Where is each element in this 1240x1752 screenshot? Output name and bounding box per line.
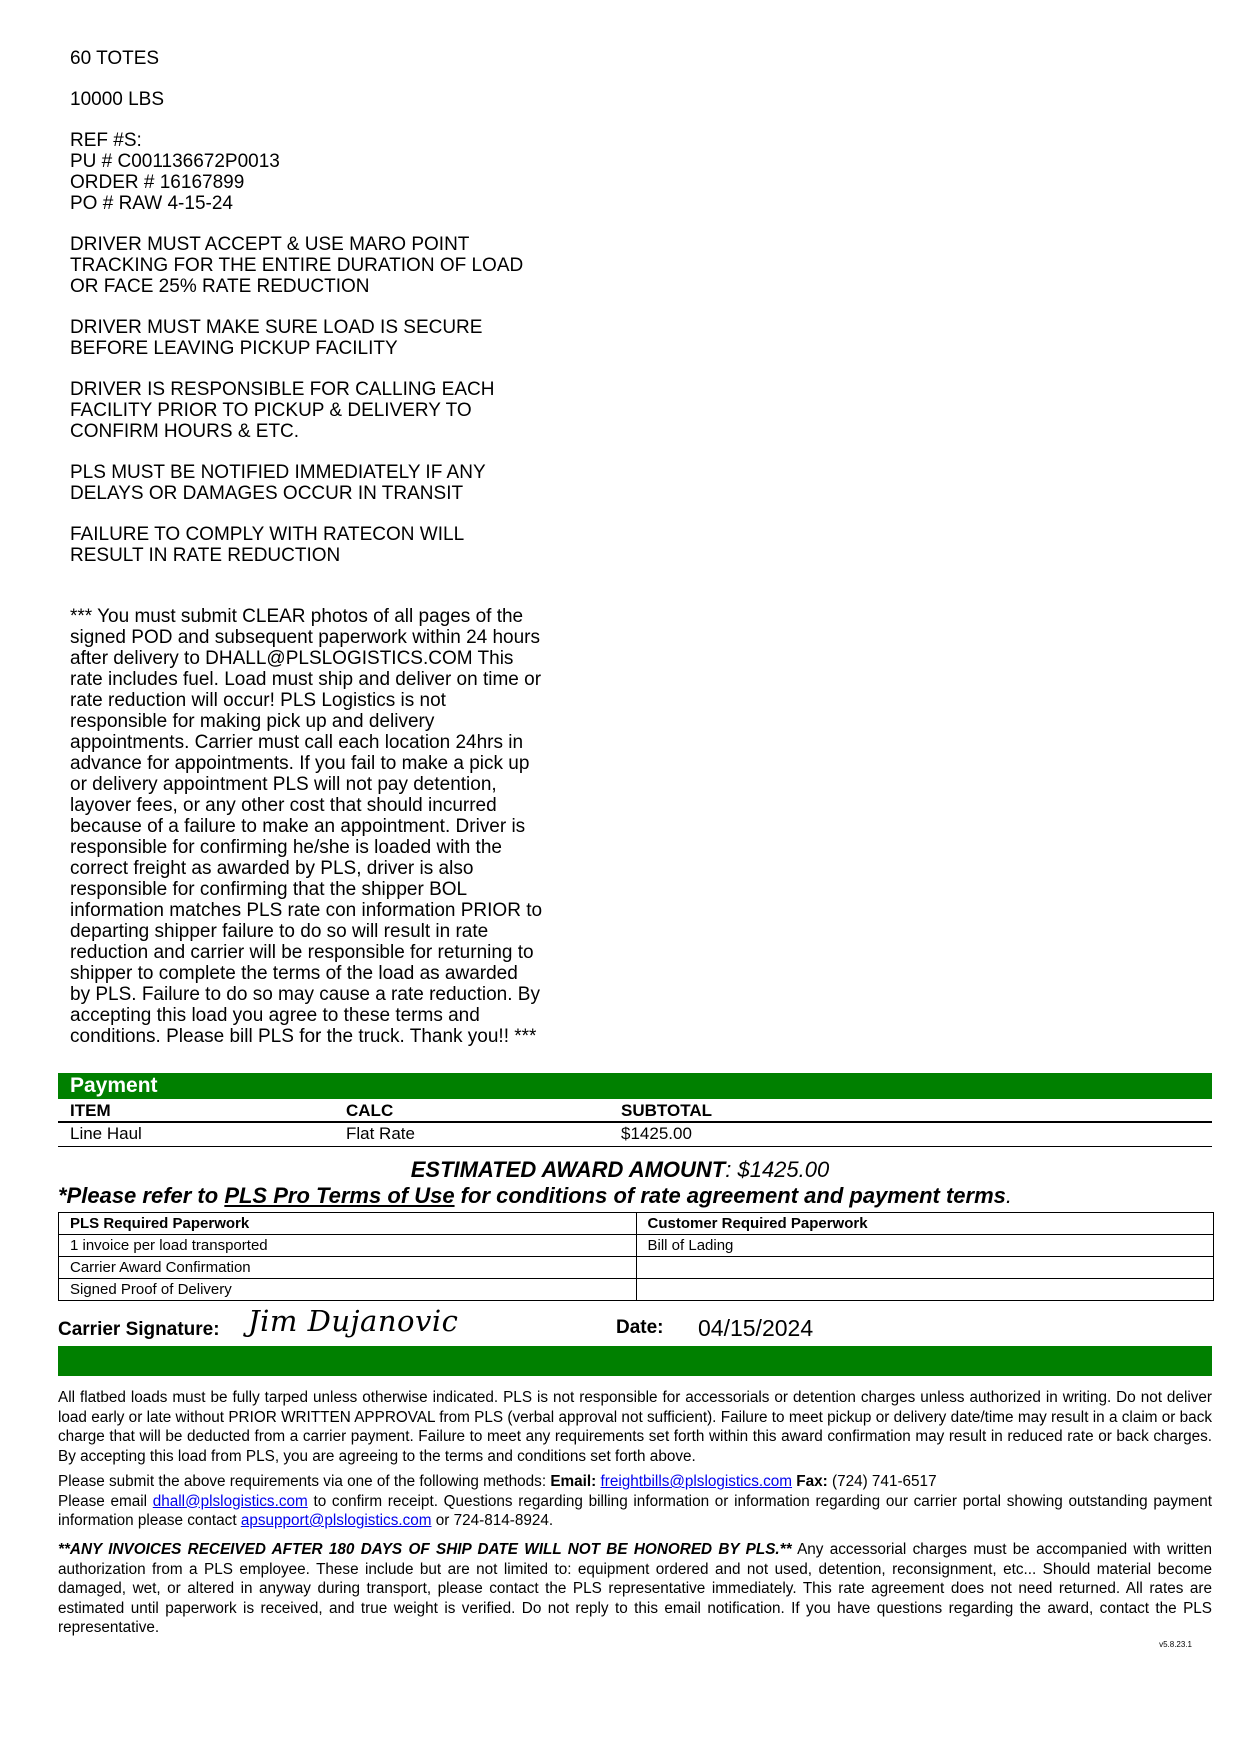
instruction-comply: FAILURE TO COMPLY WITH RATECON WILL RESULT IN RATE REDUCTION (70, 524, 465, 566)
tarp-policy-text: All flatbed loads must be fully tarped unless otherwise indicated. PLS is not responsible for accessorials or detention charges unless authorized in writing. Do not deliver load early or late without PRIOR WRITTEN APPROVAL from PLS (verbal approval not sufficient). Failure to meet pickup or delivery date/time may result in a claim or back charge that will be deducted from a carrier payment. Failure to meet any requirements set forth within this award confirmation may result in reduced rate or back charges. By accepting this load from PLS, you are agreeing to the terms and conditions set forth above. (58, 1389, 1212, 1465)
invoice-policy-rest: Any accessorial charges must be accompanied with written authorization from a PLS employee. These include but are not limited to: equipment ordered and not used, detention, reconsignment, etc... Should material become damaged, wet, or altered in anyway during transport, please contact the PLS representative immediately. This rate agreement does not need returned. All rates are estimated until paperwork is received, and true weight is verified. Do not reply to this email notification. If you have questions regarding the award, contact the PLS representative. (58, 1541, 1213, 1636)
payment-table-header (58, 1100, 1212, 1123)
estimated-award (0, 1157, 1240, 1183)
submission-instructions (58, 1472, 1212, 1531)
customer-paperwork-header: Customer Required Paperwork (636, 1213, 1214, 1235)
pls-paperwork-item: Carrier Award Confirmation (59, 1257, 637, 1279)
pls-paperwork-item: Signed Proof of Delivery (59, 1279, 637, 1301)
refer-end: . (1005, 1183, 1013, 1208)
signature-row (58, 1304, 1214, 1344)
pls-paperwork-header: PLS Required Paperwork (59, 1213, 637, 1235)
instruction-notify-pls: PLS MUST BE NOTIFIED IMMEDIATELY IF ANY DELAYS OR DAMAGES OCCUR IN TRANSIT (70, 462, 486, 504)
header-calc: CALC (346, 1101, 394, 1120)
refer-suffix: for conditions of rate agreement and payment terms (454, 1183, 1006, 1208)
weight: 10000 LBS (70, 89, 165, 110)
load-notes (70, 48, 610, 1067)
dhall-email-link[interactable]: dhall@plslogistics.com (152, 1492, 308, 1510)
apsupport-email-link[interactable]: apsupport@plslogistics.com (240, 1512, 432, 1529)
version-label: v5.8.23.1 (1159, 1640, 1192, 1649)
refer-prefix: *Please refer to (58, 1183, 225, 1208)
award-label: ESTIMATED AWARD AMOUNT (410, 1157, 726, 1182)
header-subtotal: SUBTOTAL (621, 1101, 712, 1120)
customer-paperwork-item: Bill of Lading (636, 1235, 1214, 1257)
pls-paperwork-item: 1 invoice per load transported (59, 1235, 637, 1257)
instruction-tracking: DRIVER MUST ACCEPT & USE MARO POINT TRACKING FOR THE ENTIRE DURATION OF LOAD OR FACE 25% RATE REDUCTION (70, 234, 524, 297)
section-divider-bar (58, 1346, 1212, 1376)
carrier-signature: Jim Dujanovic (248, 1304, 459, 1338)
instruction-secure-load: DRIVER MUST MAKE SURE LOAD IS SECURE BEFORE LEAVING PICKUP FACILITY (70, 317, 483, 359)
customer-paperwork-item (636, 1279, 1214, 1301)
paperwork-header-row (59, 1213, 1214, 1235)
table-row (59, 1257, 1214, 1279)
paperwork-table (58, 1212, 1214, 1301)
terms-text: *** You must submit CLEAR photos of all pages of the signed POD and subsequent paperwork within 24 hours after delivery to DHALL@PLSLOGISTICS.COM This rate includes fuel. Load must ship and deliver on time or rate reduction will occur! PLS Logistics is not responsible for making pick up and delivery appointments. Carrier must call each location 24hrs in advance for appointments. If you fail to make a pick up or delivery appointment PLS will not pay detention, layover fees, or any other cost that should incurred because of a failure to make an appointment. Driver is responsible for confirming he/she is loaded with the correct freight as awarded by PLS, driver is also responsible for confirming that the shipper BOL information matches PLS rate con information PRIOR to departing shipper failure to do so will result in rate reduction and carrier will be responsible for returning to shipper to complete the terms of the load as awarded by PLS. Failure to do so may cause a rate reduction. By accepting this load you agree to these terms and conditions. Please bill PLS for the truck. Thank you!! *** (70, 606, 543, 1047)
header-item: ITEM (70, 1101, 111, 1120)
invoice-policy-text (58, 1540, 1212, 1638)
signature-label: Carrier Signature: (58, 1319, 220, 1340)
payment-table (58, 1100, 1212, 1147)
table-row (59, 1279, 1214, 1301)
row-calc: Flat Rate (346, 1124, 415, 1143)
customer-paperwork-item (636, 1257, 1214, 1279)
invoice-warning: **ANY INVOICES RECEIVED AFTER 180 DAYS OF SHIP DATE WILL NOT BE HONORED BY PLS.** (58, 1541, 792, 1558)
row-item: Line Haul (70, 1124, 142, 1143)
email-label: Email: (550, 1473, 597, 1490)
submit-prefix: Please submit the above requirements via one of the following methods: (58, 1473, 551, 1490)
fax-label: Fax: (796, 1473, 828, 1490)
terms-of-use-link[interactable]: PLS Pro Terms of Use (224, 1183, 455, 1208)
freightbills-email-link[interactable]: freightbills@plslogistics.com (600, 1473, 793, 1490)
billing-questions-text: to confirm receipt. Questions regarding billing information or information regarding our carrier portal showing outstanding payment information please contact (58, 1492, 1213, 1529)
totes-count: 60 TOTES (70, 48, 160, 69)
payment-header: Payment (58, 1073, 1212, 1099)
date-label: Date: (616, 1317, 664, 1338)
support-phone: or 724-814-8924. (431, 1512, 554, 1529)
table-row (58, 1123, 1212, 1147)
table-row (59, 1235, 1214, 1257)
instruction-call-facility: DRIVER IS RESPONSIBLE FOR CALLING EACH FACILITY PRIOR TO PICKUP & DELIVERY TO CONFIRM HOURS & ETC. (70, 379, 495, 442)
terms-reference (58, 1183, 1012, 1209)
reference-numbers: REF #S: PU # C001136672P0013 ORDER # 16167899 PO # RAW 4-15-24 (70, 130, 280, 214)
award-value: : $1425.00 (725, 1157, 830, 1182)
date-value: 04/15/2024 (698, 1315, 814, 1341)
fax-number: (724) 741-6517 (831, 1473, 937, 1490)
email-prefix: Please email (58, 1492, 153, 1510)
row-subtotal: $1425.00 (621, 1124, 692, 1143)
